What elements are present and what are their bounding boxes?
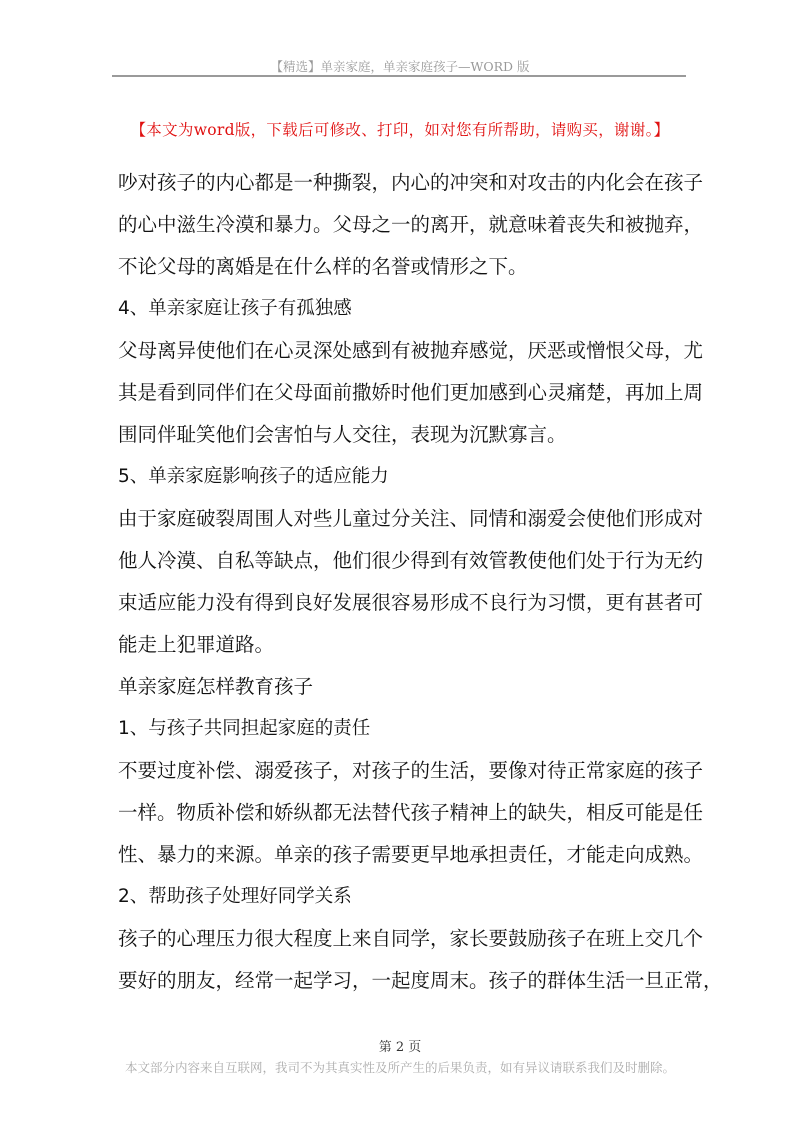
text-line: 的心中滋生冷漠和暴力。父母之一的离开，就意味着丧失和被抛弃，: [118, 213, 704, 236]
text-line: 能走上犯罪道路。: [118, 633, 275, 656]
text-line: 要好的朋友，经常一起学习，一起度周末。孩子的群体生活一旦正常，: [118, 969, 723, 992]
text-line: 吵对孩子的内心都是一种撕裂，内心的冲突和对攻击的内化会在孩子: [118, 171, 704, 194]
text-line: 他人冷漠、自私等缺点，他们很少得到有效管教使他们处于行为无约: [118, 549, 704, 572]
page-header: 【精选】单亲家庭，单亲家庭孩子—WORD 版: [270, 59, 530, 74]
section-heading: 2、帮助孩子处理好同学关系: [118, 886, 352, 907]
text-line: 单亲家庭怎样教育孩子: [118, 675, 314, 698]
text-line: 束适应能力没有得到良好发展很容易形成不良行为习惯，更有甚者可: [118, 591, 704, 614]
section-heading: 1、与孩子共同担起家庭的责任: [118, 718, 371, 739]
text-line: 一样。物质补偿和娇纵都无法替代孩子精神上的缺失，相反可能是任: [118, 801, 704, 824]
download-notice: 【本文为word版，下载后可修改、打印，如对您有所帮助，请购买，谢谢。】: [130, 121, 670, 139]
header-divider: [112, 75, 686, 77]
text-line: 孩子的心理压力很大程度上来自同学，家长要鼓励孩子在班上交几个: [118, 927, 704, 950]
text-line: 由于家庭破裂周围人对些儿童过分关注、同情和溺爱会使他们形成对: [118, 507, 704, 530]
text-line: 不要过度补偿、溺爱孩子，对孩子的生活，要像对待正常家庭的孩子: [118, 759, 704, 782]
document-body: [118, 162, 723, 1002]
text-line: 性、暴力的来源。单亲的孩子需要更早地承担责任，才能走向成熟。: [118, 843, 704, 866]
text-line: 父母离异使他们在心灵深处感到有被抛弃感觉，厌恶或憎恨父母，尤: [118, 339, 704, 362]
page-footer-disclaimer: 本文部分内容来自互联网，我司不为其真实性及所产生的后果负责，如有异议请联系我们及时删除。: [124, 1060, 675, 1075]
section-heading: 5、单亲家庭影响孩子的适应能力: [118, 466, 389, 487]
text-line: 围同伴耻笑他们会害怕与人交往，表现为沉默寡言。: [118, 423, 567, 446]
page-number: 第 2 页: [378, 1040, 422, 1055]
section-heading: 4、单亲家庭让孩子有孤独感: [118, 298, 352, 319]
text-line: 不论父母的离婚是在什么样的名誉或情形之下。: [118, 255, 528, 278]
text-line: 其是看到同伴们在父母面前撒娇时他们更加感到心灵痛楚，再加上周: [118, 381, 704, 404]
